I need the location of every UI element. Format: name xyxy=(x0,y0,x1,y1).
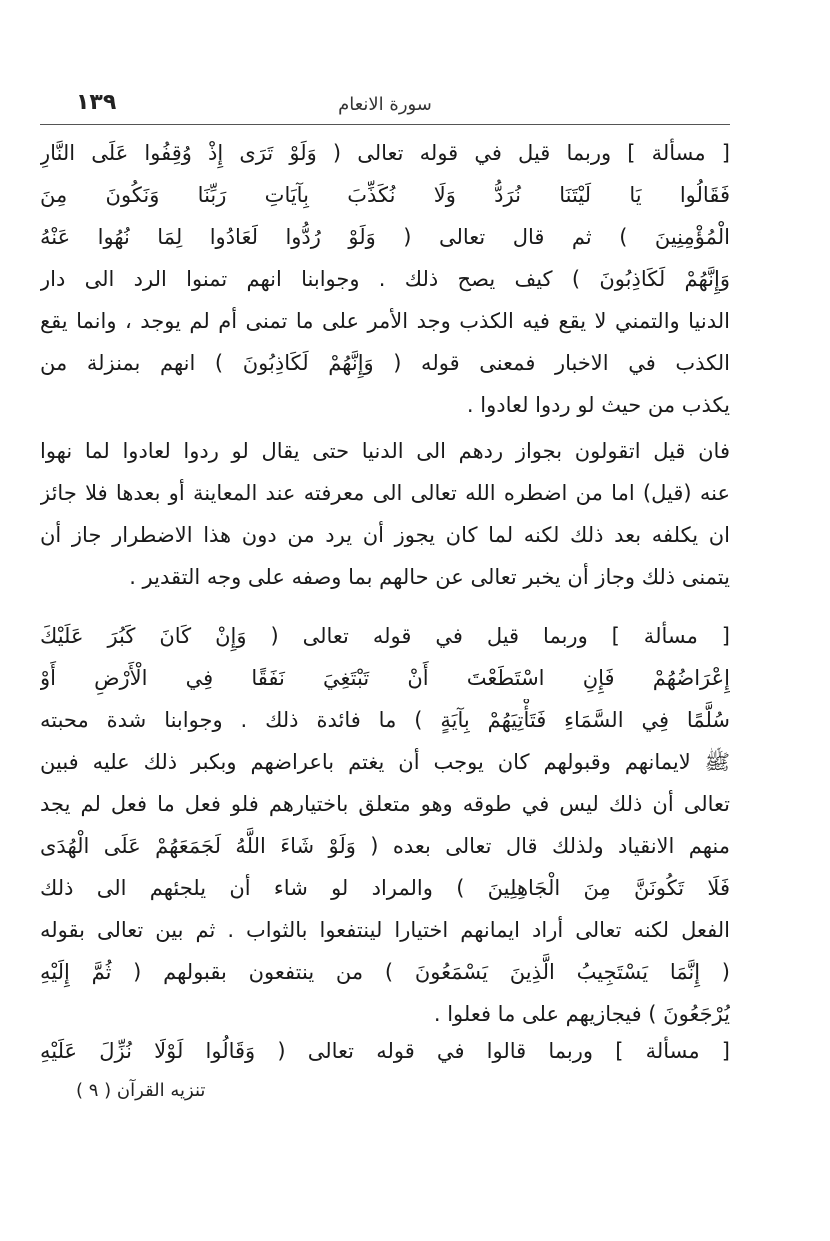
text-line: [ مسألة ] وربما قالوا في قوله تعالى ( وَقَالُوا لَوْلَا نُزِّلَ عَلَيْهِ xyxy=(40,1039,730,1063)
paragraph-2 xyxy=(40,430,730,598)
paragraph-1 xyxy=(40,132,730,426)
text-line: [ مسألة ] وربما قيل في قوله تعالى ( وَلَوْ تَرَى إِذْ وُقِفُوا عَلَى النَّارِ xyxy=(40,141,730,165)
text-line: سُلَّمًا فِي السَّمَاءِ فَتَأْتِيَهُمْ بِآيَةٍ ) ما فائدة ذلك . وجوابنا شدة محبته xyxy=(40,708,730,732)
book-page xyxy=(40,80,730,1140)
text-line: يُرْجَعُونَ ) فيجازيهم على ما فعلوا . xyxy=(433,1002,730,1026)
text-line: فَقَالُوا يَا لَيْتَنَا نُرَدُّ وَلَا نُكَذِّبَ بِآيَاتِ رَبِّنَا وَنَكُونَ مِنَ xyxy=(40,183,730,207)
text-line: يتمنى ذلك وجاز أن يخبر تعالى عن حالهم بما وصفه على وجه التقدير . xyxy=(129,565,730,589)
text-line: يكذب من حيث لو ردوا لعادوا . xyxy=(466,393,730,417)
page-header xyxy=(40,88,730,125)
text-line: إِعْرَاضُهُمْ فَإِنِ اسْتَطَعْتَ أَنْ تَبْتَغِيَ نَفَقًا فِي الْأَرْضِ أَوْ xyxy=(40,666,730,690)
text-line: الكذب في الاخبار فمعنى قوله ( وَإِنَّهُمْ لَكَاذِبُونَ ) انهم بمنزلة من xyxy=(40,351,730,375)
page-number: ١٣٩ xyxy=(76,90,117,115)
text-line: فَلَا تَكُونَنَّ مِنَ الْجَاهِلِينَ ) والمراد لو شاء أن يلجئهم الى ذلك xyxy=(40,876,730,900)
text-line: منهم الانقياد ولذلك قال تعالى بعده ( وَلَوْ شَاءَ اللَّهُ لَجَمَعَهُمْ عَلَى الْهُدَى xyxy=(40,834,730,858)
text-line: الْمُؤْمِنِينَ ) ثم قال تعالى ( وَلَوْ رُدُّوا لَعَادُوا لِمَا نُهُوا عَنْهُ xyxy=(40,225,730,249)
text-line: الدنيا والتمني لا يقع فيه الكذب وجد الأمر على ما تمنى أم لم يوجد ، وانما يقع xyxy=(40,309,730,333)
paragraph-3 xyxy=(40,615,730,1035)
text-line: ان يكلفه بعد ذلك لكنه لما كان يجوز أن يرد من دون هذا الاضطرار جاز أن xyxy=(40,523,730,547)
surah-title: سورة الانعام xyxy=(338,94,432,115)
text-line: ﷺ لايمانهم وقبولهم كان يوجب أن يغتم باعراضهم وبكبر ذلك عليه فبين xyxy=(40,750,730,774)
paragraph-4 xyxy=(40,1030,730,1072)
text-line: وَإِنَّهُمْ لَكَاذِبُونَ ) كيف يصح ذلك . وجوابنا انهم تمنوا الرد الى دار xyxy=(40,267,730,291)
text-line: تعالى أن ذلك ليس في طوقه وهو متعلق باختيارهم فلو فعل ما فعل لم يجد xyxy=(40,792,730,816)
text-line: فان قيل اتقولون بجواز ردهم الى الدنيا حتى يقال لو ردوا لعادوا لما نهوا xyxy=(40,439,730,463)
text-line: [ مسألة ] وربما قيل في قوله تعالى ( وَإِنْ كَانَ كَبُرَ عَلَيْكَ xyxy=(40,624,730,648)
page-footer: تنزيه القرآن ( ٩ ) xyxy=(76,1080,206,1101)
text-line: ( إِنَّمَا يَسْتَجِيبُ الَّذِينَ يَسْمَعُونَ ) من ينتفعون بقبولهم ( ثُمَّ إِلَيْهِ xyxy=(40,960,730,984)
text-line: الفعل لكنه تعالى أراد ايمانهم اختيارا لينتفعوا بالثواب . ثم بين تعالى بقوله xyxy=(40,918,730,942)
text-line: عنه (قيل) اما من اضطره الله تعالى الى معرفته عند المعاينة أو بعدها فلا جائز xyxy=(40,481,730,505)
